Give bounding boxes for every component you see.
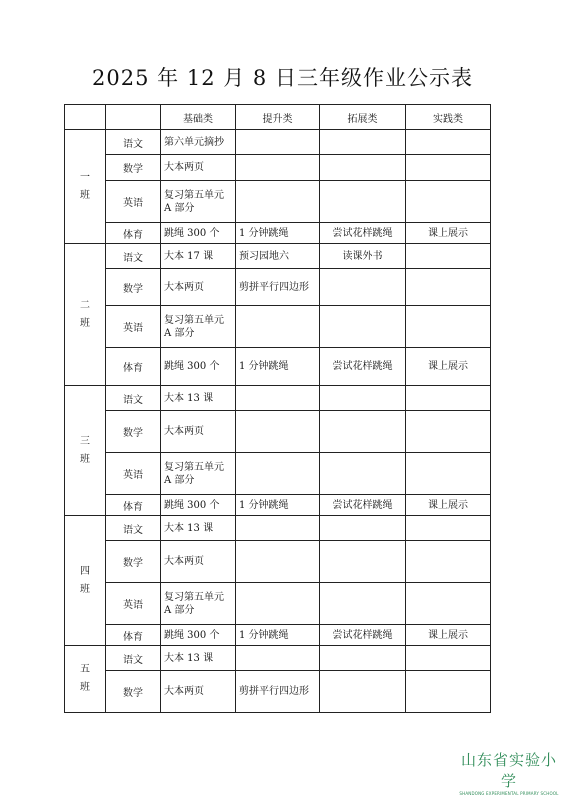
cell-extended	[320, 516, 406, 541]
class-name-char: 四	[80, 565, 90, 577]
subject-cell: 英语	[106, 181, 161, 223]
cell-basic: 大本两页	[161, 411, 236, 453]
cell-extended: 尝试花样跳绳	[320, 348, 406, 386]
class-name-char: 班	[80, 583, 90, 595]
subject-cell: 语文	[106, 646, 161, 671]
cell-practice	[406, 671, 491, 713]
cell-practice	[406, 181, 491, 223]
class-name-char: 班	[80, 453, 90, 465]
school-logo	[459, 749, 559, 796]
header-cell-practice: 实践类	[406, 105, 491, 130]
table-row	[65, 411, 491, 453]
table-row	[65, 516, 491, 541]
cell-extended	[320, 269, 406, 306]
subject-cell: 数学	[106, 411, 161, 453]
class-name-char: 五	[80, 664, 90, 675]
cell-advanced	[236, 130, 320, 155]
class-name-char: 班	[80, 317, 90, 329]
cell-practice	[406, 155, 491, 181]
cell-extended: 读课外书	[320, 244, 406, 269]
table-row	[65, 386, 491, 411]
cell-advanced	[236, 583, 320, 625]
homework-table	[64, 104, 491, 713]
cell-basic: 复习第五单元 A 部分	[161, 583, 236, 625]
cell-basic: 大本两页	[161, 269, 236, 306]
cell-extended	[320, 583, 406, 625]
cell-practice	[406, 269, 491, 306]
cell-advanced: 1 分钟跳绳	[236, 223, 320, 244]
cell-basic: 跳绳 300 个	[161, 348, 236, 386]
class-name-char: 班	[80, 682, 90, 693]
subject-cell: 数学	[106, 269, 161, 306]
subject-cell: 体育	[106, 223, 161, 244]
class-name-cell	[65, 516, 106, 646]
class-name-char: 班	[80, 189, 90, 201]
cell-extended: 尝试花样跳绳	[320, 625, 406, 646]
cell-basic: 大本两页	[161, 155, 236, 181]
cell-extended	[320, 541, 406, 583]
class-name-cell	[65, 386, 106, 516]
table-row	[65, 306, 491, 348]
cell-basic: 大本两页	[161, 671, 236, 713]
table-row	[65, 155, 491, 181]
cell-advanced: 剪拼平行四边形	[236, 269, 320, 306]
table-row	[65, 348, 491, 386]
class-name-cell	[65, 244, 106, 386]
cell-practice: 课上展示	[406, 625, 491, 646]
table-row	[65, 671, 491, 713]
page-title: 2025 年 12 月 8 日三年级作业公示表	[92, 66, 473, 90]
header-cell-class	[65, 105, 106, 130]
cell-basic: 大本 17 课	[161, 244, 236, 269]
table-row	[65, 130, 491, 155]
table-row	[65, 223, 491, 244]
school-logo-english: SHANDONG EXPERIMENTAL PRIMARY SCHOOL	[459, 791, 559, 796]
cell-extended	[320, 306, 406, 348]
subject-cell: 体育	[106, 348, 161, 386]
subject-cell: 语文	[106, 244, 161, 269]
cell-practice: 课上展示	[406, 223, 491, 244]
table-row	[65, 625, 491, 646]
cell-advanced	[236, 306, 320, 348]
table-row	[65, 583, 491, 625]
cell-basic: 大本 13 课	[161, 516, 236, 541]
cell-extended	[320, 155, 406, 181]
class-name-char: 一	[80, 171, 90, 183]
header-row	[65, 105, 491, 130]
table-row	[65, 541, 491, 583]
cell-basic: 大本 13 课	[161, 386, 236, 411]
cell-practice: 课上展示	[406, 495, 491, 516]
subject-cell: 语文	[106, 130, 161, 155]
header-cell-subject	[106, 105, 161, 130]
subject-cell: 语文	[106, 516, 161, 541]
table-row	[65, 495, 491, 516]
cell-advanced	[236, 386, 320, 411]
cell-basic: 跳绳 300 个	[161, 625, 236, 646]
cell-advanced	[236, 646, 320, 671]
subject-cell: 体育	[106, 625, 161, 646]
cell-advanced: 剪拼平行四边形	[236, 671, 320, 713]
cell-basic: 复习第五单元 A 部分	[161, 181, 236, 223]
school-logo-name: 山东省实验小学	[460, 751, 557, 790]
table-row	[65, 181, 491, 223]
cell-practice	[406, 516, 491, 541]
table-row	[65, 269, 491, 306]
cell-advanced	[236, 155, 320, 181]
subject-cell: 数学	[106, 155, 161, 181]
cell-extended	[320, 386, 406, 411]
cell-extended	[320, 671, 406, 713]
cell-basic: 大本两页	[161, 541, 236, 583]
cell-extended: 尝试花样跳绳	[320, 223, 406, 244]
cell-practice	[406, 411, 491, 453]
cell-extended	[320, 453, 406, 495]
cell-basic: 复习第五单元 A 部分	[161, 306, 236, 348]
cell-basic: 第六单元摘抄	[161, 130, 236, 155]
header-cell-basic: 基础类	[161, 105, 236, 130]
cell-practice: 课上展示	[406, 348, 491, 386]
class-name-char: 三	[80, 435, 90, 447]
cell-basic: 跳绳 300 个	[161, 495, 236, 516]
header-cell-extended: 拓展类	[320, 105, 406, 130]
subject-cell: 数学	[106, 671, 161, 713]
cell-advanced	[236, 453, 320, 495]
cell-basic: 大本 13 课	[161, 646, 236, 671]
cell-practice	[406, 386, 491, 411]
cell-practice	[406, 646, 491, 671]
cell-extended: 尝试花样跳绳	[320, 495, 406, 516]
cell-advanced	[236, 411, 320, 453]
cell-advanced: 预习园地六	[236, 244, 320, 269]
cell-extended	[320, 411, 406, 453]
cell-advanced	[236, 541, 320, 583]
cell-advanced	[236, 516, 320, 541]
table-row	[65, 244, 491, 269]
cell-extended	[320, 181, 406, 223]
table-row	[65, 453, 491, 495]
cell-practice	[406, 244, 491, 269]
cell-advanced: 1 分钟跳绳	[236, 348, 320, 386]
cell-extended	[320, 130, 406, 155]
header-cell-advanced: 提升类	[236, 105, 320, 130]
class-name-cell	[65, 130, 106, 244]
cell-basic: 跳绳 300 个	[161, 223, 236, 244]
subject-cell: 英语	[106, 306, 161, 348]
subject-cell: 英语	[106, 453, 161, 495]
subject-cell: 语文	[106, 386, 161, 411]
cell-practice	[406, 130, 491, 155]
cell-advanced	[236, 181, 320, 223]
class-name-char: 二	[80, 299, 90, 311]
subject-cell: 英语	[106, 583, 161, 625]
cell-practice	[406, 583, 491, 625]
table-row	[65, 646, 491, 671]
cell-practice	[406, 453, 491, 495]
cell-advanced: 1 分钟跳绳	[236, 495, 320, 516]
cell-basic: 复习第五单元 A 部分	[161, 453, 236, 495]
cell-advanced: 1 分钟跳绳	[236, 625, 320, 646]
subject-cell: 数学	[106, 541, 161, 583]
class-name-cell	[65, 646, 106, 713]
cell-practice	[406, 541, 491, 583]
cell-practice	[406, 306, 491, 348]
cell-extended	[320, 646, 406, 671]
subject-cell: 体育	[106, 495, 161, 516]
